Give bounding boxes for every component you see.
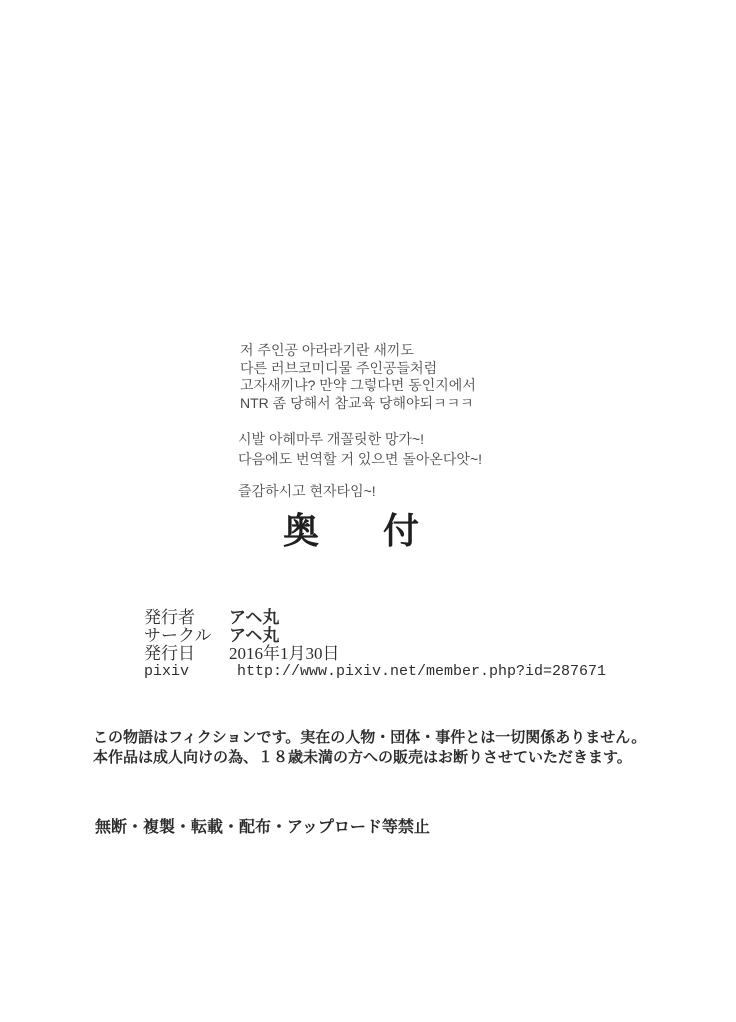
disclaimer-line: この物語はフィクションです。実在の人物・団体・事件とは一切関係ありません。	[93, 729, 647, 746]
note-line: 다른 러브코미디물 주인공들처럼	[240, 359, 438, 376]
credits-row-pixiv	[144, 663, 606, 681]
translator-note-closing: 즐감하시고 현자타임~!	[238, 483, 376, 499]
credits-label: pixiv	[144, 663, 190, 680]
note-line: 저 주인공 아라라기란 새끼도	[240, 342, 414, 358]
credits-table	[144, 609, 606, 681]
colophon-heading: 奥 付	[283, 510, 434, 551]
credits-row-date	[144, 645, 606, 663]
disclaimer-text	[93, 728, 646, 768]
note-line: NTR 좀 당해서 참교육 당해야되ㅋㅋㅋ	[240, 394, 474, 411]
credits-label: サークル	[144, 626, 212, 645]
note-line: 고자새끼냐? 만약 그렇다면 동인지에서	[240, 377, 476, 393]
disclaimer-line: 本作品は成人向けの為、１８歳未満の方への販売はお断りさせていただきます。	[93, 749, 632, 766]
translator-note-block2	[238, 430, 482, 469]
note-line: 시발 아헤마루 개꼴릿한 망가~!	[238, 431, 425, 447]
note-line: 다음에도 번역할 거 있으면 돌아온다앗~!	[238, 450, 483, 467]
credits-value: 2016年1月30日	[229, 644, 340, 663]
credits-value: アヘ丸	[229, 626, 280, 645]
pixiv-url: http://www.pixiv.net/member.php?id=287671	[237, 663, 607, 680]
translator-note-block1	[240, 342, 476, 412]
credits-label: 発行者	[144, 608, 195, 627]
credits-label: 発行日	[144, 644, 195, 663]
credits-row-publisher	[144, 609, 606, 627]
prohibition-notice: 無断・複製・転載・配布・アップロード等禁止	[95, 819, 430, 836]
credits-row-circle	[144, 627, 606, 645]
credits-value: アヘ丸	[229, 608, 280, 627]
